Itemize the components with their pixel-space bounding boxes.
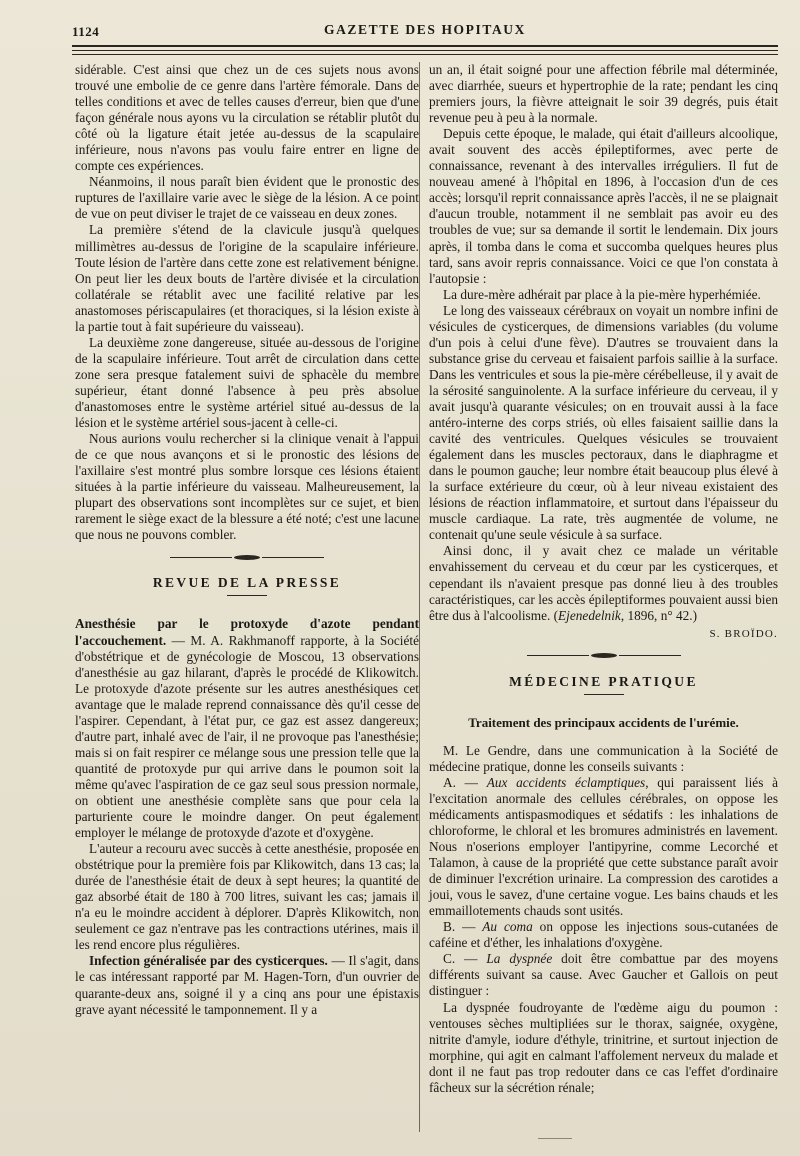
journal-title: GAZETTE DES HOPITAUX [323, 22, 527, 37]
right-column [429, 62, 778, 1096]
paragraph: sidérable. C'est ainsi que chez un de ces sujets nous avons trouvé une embolie de ce genre dans l'artère fémorale. Dans de telles conditions et avec de telles causes d'erreur, bien que d'une façon générale nous ayons vu la circulation se rétablir plutôt du côté où la ligature était jetée au-dessus de la scapulaire inférieure, nous n'avons pas voulu faire entrer en ligne de compte ces expériences. [75, 62, 419, 174]
item-a [429, 775, 778, 919]
column-divider [419, 62, 420, 1132]
paragraph: La dyspnée foudroyante de l'œdème aigu du poumon : ventouses sèches multipliées sur le thorax, saignée, oxygène, nitrite d'amyle, iodure d'éthyle, trinitrine, et surtout injection de morphine, qui agit en calmant l'affolement nerveux du malade et dont il ne faut pas trop redouter dans ce cas l'effet d'ordinaire fâcheux sur la sécrétion rénale; [429, 999, 778, 1095]
article-title: Anesthésie par le protoxyde d'azote pendant l'accouchement. [75, 616, 419, 648]
section-heading-revue: REVUE DE LA PRESSE [152, 575, 342, 591]
section-heading-medecine: MÉDECINE PRATIQUE [509, 673, 698, 689]
header-rule-thick [72, 45, 778, 47]
item-text: on oppose les injections sous-cutanées de caféine et d'éther, les inhalations d'oxygène. [429, 919, 779, 951]
paragraph: La dure-mère adhérait par place à la pie-mère hyperhémiée. [443, 286, 761, 302]
article-cysticerques [75, 953, 419, 1017]
item-c [429, 951, 778, 999]
item-topic: La dyspnée [486, 951, 553, 967]
item-label: B. — [443, 919, 483, 935]
item-text: doit être combattue par des moyens différents suivant sa cause. Avec Gaucher et Gallois on peut distinguer : [429, 951, 779, 999]
item-b [429, 919, 778, 951]
item-topic: Aux accidents éclamptiques [486, 774, 646, 790]
item-label: A. — [443, 774, 487, 790]
left-column [75, 62, 419, 1018]
article-subheading: Traitement des principaux accidents de l'urémie. [468, 714, 739, 730]
paragraph: La deuxième zone dangereuse, située au-dessous de l'origine de la scapulaire inférieure. Tout arrêt de circulation dans cette zone sera presque fatalement suivi de sphacèle du membre supérieur, étant donné l'absence à peu près absolue d'anastomoses entre le système artériel situé au-dessus de la lésion et le système artériel sous-jacent à celle-ci. [75, 334, 419, 431]
item-label: C. — [443, 951, 487, 967]
page-header [72, 20, 778, 42]
article-anesthesie [75, 616, 419, 841]
paragraph: La première s'étend de la clavicule jusqu'à quelques millimètres au-dessus de l'origine de la scapulaire inférieure. Toute lésion de l'artère dans cette zone est relativement bénigne. On peut lier les deux bouts de l'artère divisée et la circulation collatérale se rétablit avec une facilité relative par les anastomoses périscapulaires (et thoraciques, si la lésion existe à la partie tout à fait supérieure du vaisseau). [75, 222, 419, 334]
item-topic: Au coma [482, 919, 533, 935]
source-citation: Ejenedelnik [558, 607, 621, 623]
article-title: Infection généralisée par des cysticerques. [89, 953, 328, 969]
paragraph: Néanmoins, il nous paraît bien évident que le pronostic des ruptures de l'axillaire varie avec le siège de la lésion. A ce point de vue on peut diviser le trajet de ce vaisseau en deux zones. [75, 174, 419, 222]
heading-rule [227, 595, 267, 596]
article-text: — Il s'agit, dans le cas intéressant rapporté par M. Hagen-Torn, d'un ouvrier de quarante-deux ans, soigné il y a cinq ans pour une épistaxis grave ayant nécessité le tamponnement. Il y a [75, 953, 419, 1017]
citation-end: , 1896, n° 42.) [620, 607, 698, 623]
author-signature: S. BROÏDO. [709, 627, 778, 640]
paragraph: un an, il était soigné pour une affection fébrile mal déterminée, avec diarrhée, sueurs et hypertrophie de la rate; pendant les cinq premiers jours, la fièvre atteignait le soir 39 degrés, puis était revenue peu à peu à la normale. [429, 62, 778, 126]
header-rule-thin-lower [72, 54, 778, 55]
paragraph: M. Le Gendre, dans une communication à la Société de médecine pratique, donne les conseils suivants : [429, 742, 778, 774]
paragraph: Nous aurions voulu rechercher si la clinique venait à l'appui de ce que nous avançons et si le pronostic des lésions de l'axillaire s'est montré plus sombre lorsque ces lésions étaient situées à la partie inférieure du vaisseau. Malheureusement, la plupart des observations sont incomplètes sur ce sujet, et bien rarement le siège exact de la blessure a été noté; c'est une lacune que nous ne pouvons combler. [75, 431, 419, 543]
paragraph [429, 543, 778, 623]
section-ornament [75, 553, 419, 561]
paragraph-text: Ainsi donc, il y avait chez ce malade un véritable envahissement du cerveau et du cœur par les cysticerques, et cependant ils n'avaient presque pas donné lieu à des troubles caractéristiques, car les accès épileptiformes pouvaient aussi bien être dus à l'alcoolisme. ( [429, 543, 778, 623]
heading-rule [584, 694, 624, 695]
page-number: 1124 [72, 24, 100, 39]
item-text: , qui paraissent liés à l'excitation anormale des cellules cérébrales, on oppose les médicaments antispasmodiques et sédatifs : les inhalations de chloroforme, le chloral et les bromures administrés en lavement. Nous n'oserions employer l'antipyrine, comme Lecorché et Talamon, à cause de la propriété que cette substance paraît avoir de diminuer l'excrétion urinaire. La compression des carotides a joui, vous le savez, d'une certaine vogue. Les bains chauds et les emmaillotements chauds sont usités. [429, 774, 778, 919]
paragraph: Depuis cette époque, le malade, qui était d'ailleurs alcoolique, avait souvent des accès épileptiformes, avec perte de connaissance, revenant à des intervalles irréguliers. Il fut de nouveau amené à l'hôpital en 1896, à l'occasion d'un de ces accès; lorsqu'il reprit connaissance après l'accès, il ne se plaignait d'aucun trouble, notamment il ne semblait pas avoir eu des troubles de vue; sur sa demande il sortit le lendemain. Dix jours après, il tomba dans le coma et succomba quelques heures plus tard, sans avoir repris connaissance. Voici ce que l'on constata à l'autopsie : [429, 126, 778, 286]
article-text: — M. A. Rakhmanoff rapporte, à la Société d'obstétrique et de gynécologie de Moscou, 13 observations d'anesthésie au gaz hilarant, d'après le procédé de Klikowitch. Le protoxyde d'azote présente sur les autres anesthésiques cet avantage que le malade reprend connaissance dès qu'il cesse de l'aspirer. Cependant, à l'état pur, ce gaz est assez dangereux; d'autre part, inhalé avec de l'air, il ne provoque pas l'anesthésie; mais si on fait respirer ce mélange sous une pression telle que la quantité de protoxyde pur qui arrive dans le poumon soit la même qu'avec l'aspiration de ce gaz seul sous pression normale, on obtient une anesthésie complète sans que pour cela la parturiente coure le moindre danger. On peut également employer le mélange de protoxyde d'azote et d'oxygène. [75, 632, 419, 841]
paragraph: L'auteur a recouru avec succès à cette anesthésie, proposée en obstétrique pour la première fois par Klikowitch, dans 13 cas; la durée de l'anesthésie était de deux à sept heures; la quantité de gaz absorbé était de 180 à 700 litres, suivant les cas; jamais il n'a eu le moindre accident à déplorer. D'après Klikowitch, non seulement ce gaz n'entrave pas les contractions utérines, mais il les rend encore plus régulières. [75, 841, 419, 953]
section-ornament [429, 652, 778, 660]
paragraph: Le long des vaisseaux cérébraux on voyait un nombre infini de vésicules de cysticerques, de dimensions variables (du volume d'un pois à celui d'une fève). D'autres se trouvaient dans la substance grise du cerveau et faisaient parfois saillie à la surface. Dans les ventricules et sous la pie-mère cérébelleuse, il y avait de la sérosité sanguinolente. A la surface inférieure du cerveau, il y avait jusqu'à quarante vésicules; on en trouvait aussi à la face antéro-interne des corps striés, où elles faisaient saillie dans la cavité des ventricules. Quelques vésicules se trouvaient également dans les muscles pectoraux, dans le diaphragme et dans le poumon gauche; leur nombre était beaucoup plus élevé à la surface extérieure du cœur, où à leur niveau existaient des lésions de réaction inflammatoire, et surtout dans l'épaisseur du muscle cardiaque. La rate, très augmentée de volume, ne contenait qu'une seule vésicule à sa surface. [429, 302, 778, 543]
header-rule-thin [72, 50, 778, 51]
footer-mark [538, 1138, 572, 1139]
